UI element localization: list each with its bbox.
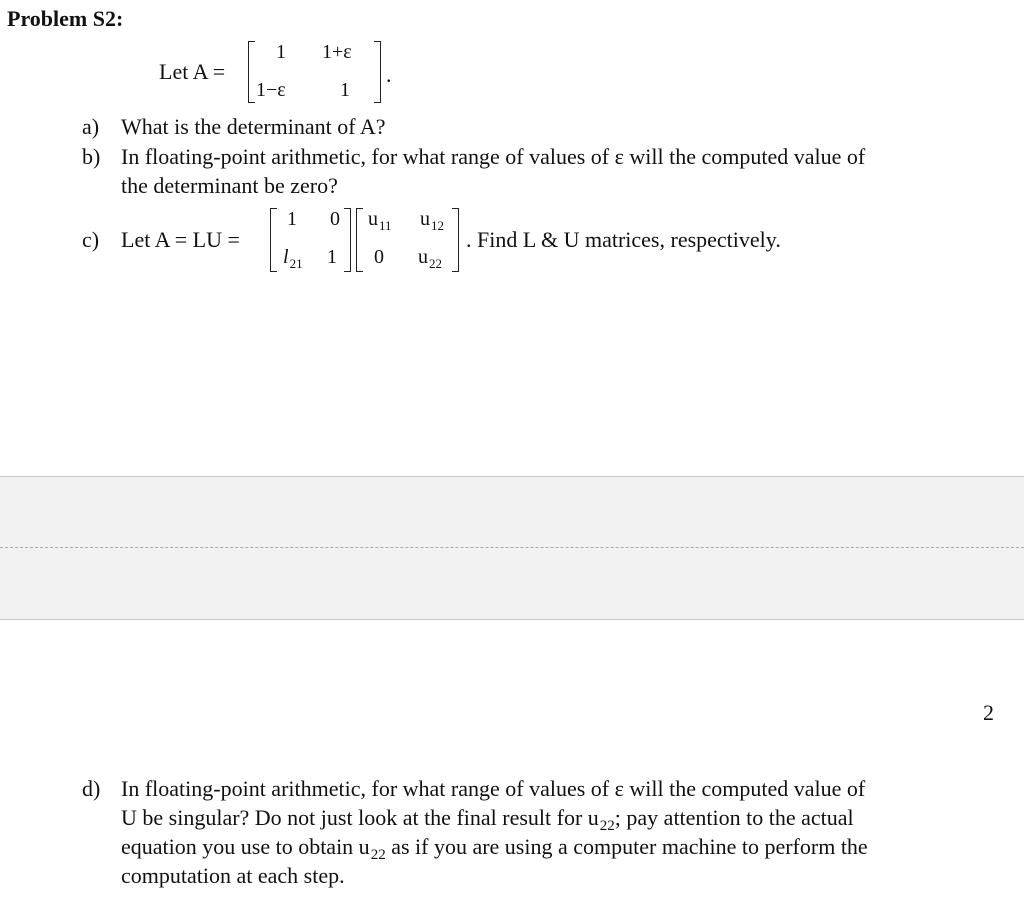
part-d-line: In floating-point arithmetic, for what range of values of ε will the computed value of <box>121 776 866 801</box>
matrix-u-entry-sub: 12 <box>431 218 444 233</box>
matrix-u-entry-base: u <box>420 208 430 230</box>
part-d-subscript: 22 <box>370 847 386 863</box>
matrix-u-entry <box>368 208 392 231</box>
part-d-subscript: 22 <box>599 818 615 834</box>
part-c-prefix: Let A = LU = <box>121 227 240 252</box>
matrix-a-entry: 1 <box>340 79 350 101</box>
matrix-l-left-bracket <box>270 208 277 272</box>
matrix-a-left-bracket <box>248 41 255 103</box>
matrix-u-entry <box>418 246 442 269</box>
part-d-text: U be singular? Do not just look at the final result for u <box>121 805 599 830</box>
matrix-a-suffix: . <box>386 62 392 87</box>
part-c-suffix: . Find L & U matrices, respectively. <box>466 227 781 252</box>
part-b-label: b) <box>82 144 101 169</box>
matrix-u-entry: 0 <box>374 246 384 268</box>
matrix-l-entry-base: l <box>283 246 289 268</box>
matrix-l-entry: 1 <box>287 208 297 230</box>
part-b-line: In floating-point arithmetic, for what range of values of ε will the computed value of <box>121 144 866 169</box>
part-a-label: a) <box>82 114 100 139</box>
part-a-text: What is the determinant of A? <box>121 114 386 139</box>
matrix-u-entry <box>420 208 444 231</box>
part-d-text: equation you use to obtain u <box>121 834 370 859</box>
part-c-label: c) <box>82 227 100 252</box>
part-d-line: computation at each step. <box>121 863 345 888</box>
part-b-line: the determinant be zero? <box>121 173 338 198</box>
part-d-label: d) <box>82 776 101 801</box>
problem-title: Problem S2: <box>7 6 124 31</box>
matrix-u-left-bracket <box>356 208 363 272</box>
matrix-l-right-bracket <box>344 208 351 272</box>
page-number: 2 <box>983 700 994 725</box>
matrix-l-entry-sub: 21 <box>289 256 303 271</box>
matrix-l-entry: 0 <box>330 208 340 230</box>
matrix-a-right-bracket <box>374 41 381 103</box>
matrix-a-entry: 1 <box>276 41 286 63</box>
answer-area[interactable] <box>0 476 1024 620</box>
part-d-line <box>121 834 868 863</box>
matrix-a-prefix: Let A = <box>159 59 226 84</box>
part-d-text: as if you are using a computer machine to perform the <box>385 834 868 859</box>
matrix-u-entry-sub: 22 <box>429 256 442 271</box>
matrix-l-entry <box>283 246 303 269</box>
answer-area-divider <box>0 547 1024 548</box>
matrix-u-entry-base: u <box>418 246 428 268</box>
matrix-u-entry-sub: 11 <box>379 218 392 233</box>
matrix-a-entry: 1+ε <box>322 41 352 63</box>
matrix-a-entry: 1−ε <box>256 79 286 101</box>
matrix-l-entry: 1 <box>327 246 337 268</box>
part-d-line <box>121 805 854 834</box>
matrix-u-right-bracket <box>452 208 459 272</box>
matrix-u-entry-base: u <box>368 208 378 230</box>
part-d-text: ; pay attention to the actual <box>614 805 854 830</box>
